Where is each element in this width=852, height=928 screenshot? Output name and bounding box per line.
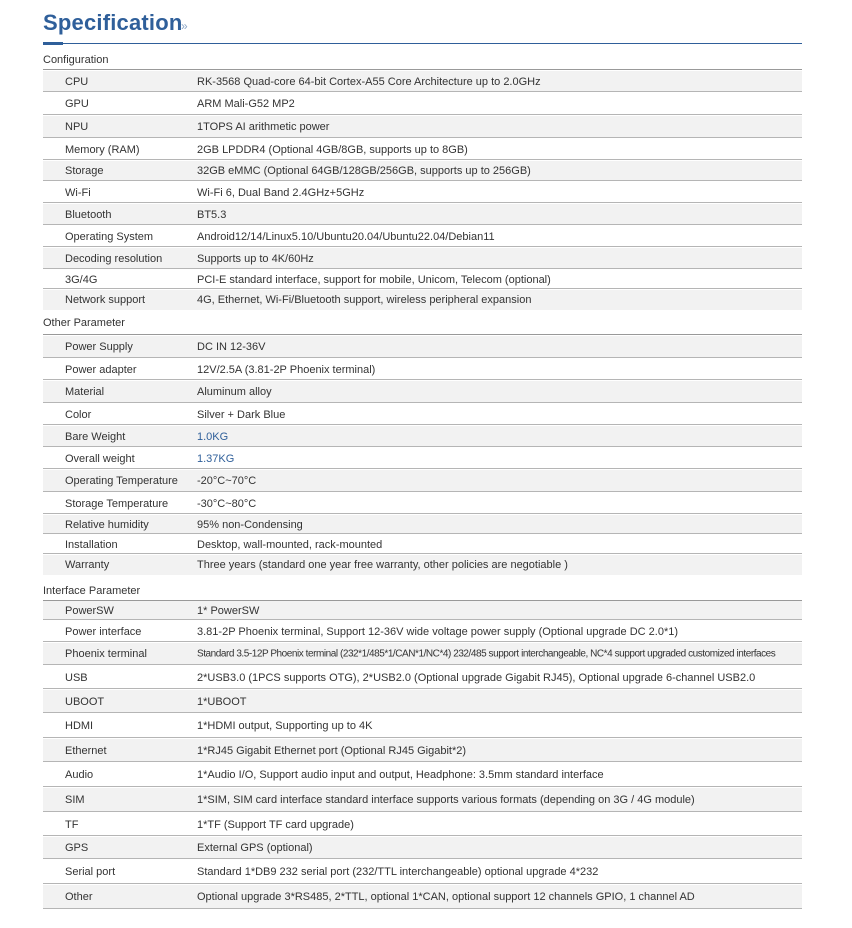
title-accent-bar (43, 42, 63, 45)
row-divider (43, 786, 802, 787)
spec-value: BT5.3 (197, 208, 227, 221)
spec-row-wifi (43, 182, 802, 203)
spec-value: 95% non-Condensing (197, 518, 303, 531)
row-divider (43, 91, 802, 92)
row-divider (43, 224, 802, 225)
row-divider (43, 737, 802, 738)
spec-row-color (43, 404, 802, 425)
spec-value: 2*USB3.0 (1PCS supports OTG), 2*USB2.0 (Optional upgrade Gigabit RJ45), Optional upgrade 6-channel USB2.0 (197, 671, 756, 684)
spec-row-tf (43, 813, 802, 836)
spec-value-link[interactable]: 1.37KG (197, 452, 235, 465)
spec-value: 3.81-2P Phoenix terminal, Support 12-36V wide voltage power supply (Optional upgrade DC 2.0*1) (197, 625, 679, 638)
row-divider (43, 402, 802, 403)
spec-row-power-adapter (43, 359, 802, 380)
spec-label: Serial port (65, 866, 116, 878)
row-divider (43, 114, 802, 115)
spec-label: Phoenix terminal (65, 648, 147, 660)
spec-label: Storage Temperature (65, 497, 169, 510)
row-divider (43, 180, 802, 181)
row-divider (43, 883, 802, 884)
spec-row-operating-temp (43, 470, 802, 492)
section-title-interface-parameter: Interface Parameter (43, 585, 141, 597)
spec-label: Installation (65, 538, 118, 551)
spec-row-gpu (43, 93, 802, 115)
spec-row-serial-port (43, 860, 802, 884)
spec-label: Memory (RAM) (65, 143, 140, 156)
spec-value: 1*TF (Support TF card upgrade) (197, 818, 354, 831)
spec-row-warranty (43, 555, 802, 575)
row-divider (43, 811, 802, 812)
section-title-other-parameter: Other Parameter (43, 317, 125, 329)
spec-value: PCI-E standard interface, support for mobile, Unicom, Telecom (optional) (197, 273, 551, 286)
spec-row-overall-weight (43, 448, 802, 469)
spec-value: DC IN 12-36V (197, 341, 266, 353)
spec-row-gps (43, 837, 802, 859)
spec-value: 32GB eMMC (Optional 64GB/128GB/256GB, supports up to 256GB) (197, 165, 531, 177)
spec-row-power-interface (43, 621, 802, 642)
spec-label: USB (65, 671, 88, 684)
spec-row-uboot (43, 690, 802, 713)
spec-value: Standard 3.5-12P Phoenix terminal (232*1/485*1/CAN*1/NC*4) 232/485 support interchangeable, NC*4 support upgraded customized interfaces (197, 648, 776, 660)
spec-row-storage-temp (43, 493, 802, 514)
row-divider (43, 379, 802, 380)
spec-value: Aluminum alloy (197, 386, 272, 398)
spec-label: Decoding resolution (65, 252, 163, 265)
spec-row-power-supply (43, 336, 802, 358)
spec-row-material (43, 381, 802, 403)
spec-row-audio (43, 763, 802, 787)
spec-label: Operating System (65, 230, 154, 243)
spec-label: GPS (65, 842, 89, 854)
spec-row-network (43, 290, 802, 310)
row-divider (43, 908, 802, 909)
spec-label: 3G/4G (65, 273, 98, 286)
row-divider (43, 137, 802, 138)
spec-label: TF (65, 818, 79, 831)
section-title-configuration: Configuration (43, 54, 109, 66)
spec-value: 1*UBOOT (197, 695, 247, 708)
spec-label: Network support (65, 294, 146, 306)
spec-row-powersw (43, 601, 802, 620)
row-divider (43, 491, 802, 492)
spec-label: Operating Temperature (65, 475, 178, 487)
row-divider (43, 513, 802, 514)
row-divider (43, 446, 802, 447)
spec-row-cpu (43, 71, 802, 92)
spec-row-npu (43, 116, 802, 138)
spec-value: 1*Audio I/O, Support audio input and output, Headphone: 3.5mm standard interface (197, 769, 604, 781)
spec-row-bluetooth (43, 204, 802, 225)
spec-label: Material (65, 386, 105, 398)
chevron-right-icon: » (181, 19, 188, 33)
spec-row-ethernet (43, 739, 802, 762)
row-divider (43, 619, 802, 620)
spec-value: Optional upgrade 3*RS485, 2*TTL, optional 1*CAN, optional support 12 channels GPIO, 1 channel AD (197, 891, 695, 903)
row-divider (43, 268, 802, 269)
spec-label: Wi-Fi (65, 186, 91, 199)
spec-label: Other (65, 891, 93, 903)
row-divider (43, 712, 802, 713)
page-title: Specification (43, 10, 183, 35)
spec-label: Color (65, 408, 92, 421)
row-divider (43, 641, 802, 642)
spec-label: Overall weight (65, 452, 135, 465)
section-divider (43, 69, 802, 70)
spec-value: ARM Mali-G52 MP2 (197, 98, 295, 110)
spec-row-decoding (43, 248, 802, 269)
spec-value: 1*HDMI output, Supporting up to 4K (197, 720, 373, 732)
row-divider (43, 664, 802, 665)
spec-value: Desktop, wall-mounted, rack-mounted (197, 538, 383, 551)
spec-row-hdmi (43, 714, 802, 738)
row-divider (43, 159, 802, 160)
spec-value: Supports up to 4K/60Hz (197, 252, 314, 265)
spec-value-link[interactable]: 1.0KG (197, 430, 229, 443)
row-divider (43, 424, 802, 425)
spec-label: HDMI (65, 720, 94, 732)
spec-row-phoenix-terminal (43, 643, 802, 665)
spec-value: Android12/14/Linux5.10/Ubuntu20.04/Ubuntu22.04/Debian11 (197, 230, 495, 243)
spec-label: SIM (65, 794, 85, 806)
spec-value: External GPS (optional) (197, 842, 313, 854)
spec-label: Power adapter (65, 363, 137, 376)
spec-value: Wi-Fi 6, Dual Band 2.4GHz+5GHz (197, 186, 365, 199)
spec-label: GPU (65, 98, 89, 110)
spec-row-sim (43, 788, 802, 812)
spec-row-usb (43, 666, 802, 689)
spec-value: 4G, Ethernet, Wi-Fi/Bluetooth support, wireless peripheral expansion (197, 294, 532, 306)
row-divider (43, 761, 802, 762)
spec-label: Bare Weight (65, 430, 126, 443)
row-divider (43, 553, 802, 554)
spec-value: -30°C~80°C (197, 497, 257, 510)
spec-label: NPU (65, 121, 89, 133)
spec-row-installation (43, 535, 802, 554)
spec-label: Bluetooth (65, 208, 112, 221)
spec-value: Three years (standard one year free warranty, other policies are negotiable ) (197, 559, 568, 571)
spec-label: Power interface (65, 625, 142, 638)
row-divider (43, 858, 802, 859)
spec-value: Silver + Dark Blue (197, 408, 286, 421)
spec-value: RK-3568 Quad-core 64-bit Cortex-A55 Core Architecture up to 2.0GHz (197, 75, 541, 88)
spec-label: Warranty (65, 559, 110, 571)
spec-value: 12V/2.5A (3.81-2P Phoenix terminal) (197, 363, 376, 376)
section-divider (43, 334, 802, 335)
row-divider (43, 533, 802, 534)
spec-value: -20°C~70°C (197, 475, 257, 487)
spec-row-humidity (43, 515, 802, 534)
row-divider (43, 288, 802, 289)
spec-label: Relative humidity (65, 518, 149, 531)
title-divider (43, 43, 802, 44)
spec-row-memory (43, 139, 802, 160)
row-divider (43, 835, 802, 836)
spec-label: Storage (65, 165, 104, 177)
spec-row-3g4g (43, 270, 802, 289)
spec-value: Standard 1*DB9 232 serial port (232/TTL interchangeable) optional upgrade 4*232 (197, 866, 599, 878)
row-divider (43, 468, 802, 469)
spec-label: Audio (65, 769, 94, 781)
spec-value: 1TOPS AI arithmetic power (197, 121, 330, 133)
spec-label: UBOOT (65, 695, 105, 708)
spec-row-storage (43, 161, 802, 181)
row-divider (43, 246, 802, 247)
spec-value: 2GB LPDDR4 (Optional 4GB/8GB, supports up to 8GB) (197, 143, 468, 156)
spec-value: 1*SIM, SIM card interface standard interface supports various formats (depending on 3G / 4G module) (197, 794, 695, 806)
spec-label: PowerSW (65, 604, 114, 617)
spec-row-other (43, 885, 802, 909)
spec-label: Ethernet (65, 744, 107, 757)
spec-value: 1*RJ45 Gigabit Ethernet port (Optional RJ45 Gigabit*2) (197, 744, 467, 757)
spec-row-bare-weight (43, 426, 802, 447)
row-divider (43, 688, 802, 689)
row-divider (43, 357, 802, 358)
spec-label: CPU (65, 75, 89, 88)
page-header (43, 0, 802, 48)
spec-row-os (43, 226, 802, 247)
row-divider (43, 202, 802, 203)
spec-label: Power Supply (65, 341, 133, 353)
spec-value: 1* PowerSW (197, 604, 260, 617)
